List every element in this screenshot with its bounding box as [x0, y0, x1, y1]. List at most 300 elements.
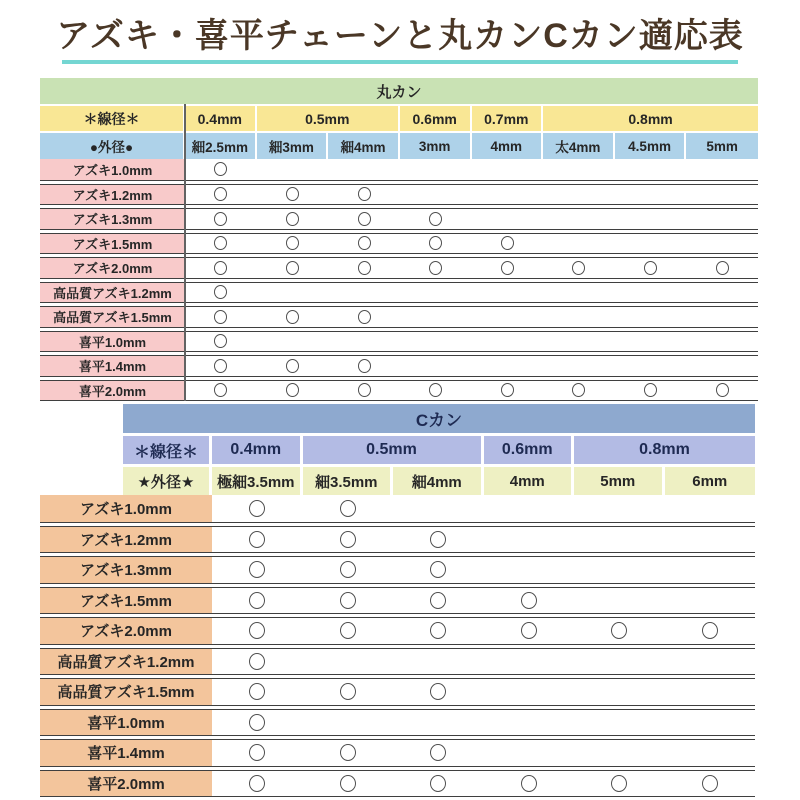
match-circle-icon: [501, 383, 514, 397]
match-circle-icon: [501, 261, 514, 275]
marukan-match-cell: [686, 356, 758, 376]
match-circle-icon: [430, 592, 446, 609]
match-circle-icon: [521, 775, 537, 792]
ckan-match-cell: [393, 588, 484, 614]
marukan-match-cell: [686, 307, 758, 327]
marukan-match-cell: [400, 258, 472, 278]
ckan-wire-size-cell: 0.8mm: [574, 436, 755, 464]
match-circle-icon: [430, 683, 446, 700]
marukan-match-cell: [615, 258, 687, 278]
match-circle-icon: [611, 622, 627, 639]
marukan-match-cell: [472, 283, 544, 303]
marukan-match-cell: [543, 381, 615, 401]
marukan-match-cell: [615, 381, 687, 401]
ckan-table-row: [40, 709, 755, 737]
marukan-outer-header-label: ●外径●: [40, 133, 185, 159]
match-circle-icon: [286, 383, 299, 397]
match-circle-icon: [429, 261, 442, 275]
ckan-row-cells: [212, 740, 755, 766]
ckan-outer-size-cell: 4mm: [484, 467, 575, 495]
marukan-match-cell: [615, 209, 687, 229]
marukan-row-label: 喜平1.4mm: [40, 356, 185, 376]
marukan-outer-size-cell: 4mm: [472, 133, 544, 159]
ckan-match-cell: [574, 588, 665, 614]
ckan-wire-size-cell: 0.5mm: [303, 436, 484, 464]
match-circle-icon: [358, 310, 371, 324]
ckan-row-cells: [212, 710, 755, 736]
marukan-match-cell: [257, 159, 329, 180]
ckan-match-cell: [303, 557, 394, 583]
match-circle-icon: [214, 310, 227, 324]
marukan-match-cell: [543, 209, 615, 229]
ckan-match-cell: [303, 740, 394, 766]
marukan-row-label: アズキ1.5mm: [40, 234, 185, 254]
match-circle-icon: [430, 775, 446, 792]
marukan-row-label: アズキ1.3mm: [40, 209, 185, 229]
match-circle-icon: [286, 187, 299, 201]
ckan-match-cell: [665, 710, 756, 736]
ckan-match-cell: [212, 495, 303, 522]
match-circle-icon: [572, 383, 585, 397]
marukan-outer-size-cell: 4.5mm: [615, 133, 687, 159]
match-circle-icon: [430, 561, 446, 578]
match-circle-icon: [249, 561, 265, 578]
ckan-wire-header-label: ＊線径＊: [123, 436, 212, 464]
match-circle-icon: [214, 334, 227, 348]
marukan-outer-size-cell: 太4mm: [543, 133, 615, 159]
ckan-match-cell: [574, 679, 665, 705]
match-circle-icon: [340, 592, 356, 609]
marukan-match-cell: [400, 283, 472, 303]
marukan-match-cell: [686, 332, 758, 352]
match-circle-icon: [286, 359, 299, 373]
marukan-wire-header-label: ＊線径＊: [40, 106, 185, 131]
marukan-row-cells: [185, 307, 758, 327]
marukan-row-label: 高品質アズキ1.5mm: [40, 307, 185, 327]
marukan-table-row: [40, 282, 758, 304]
marukan-match-cell: [686, 283, 758, 303]
match-circle-icon: [249, 714, 265, 731]
marukan-label-divider-line: [184, 104, 186, 401]
ckan-match-cell: [393, 557, 484, 583]
match-circle-icon: [340, 744, 356, 761]
ckan-match-cell: [574, 649, 665, 675]
match-circle-icon: [429, 236, 442, 250]
ckan-match-cell: [484, 527, 575, 553]
ckan-match-cell: [212, 588, 303, 614]
ckan-outer-size-cell: 6mm: [665, 467, 756, 495]
ckan-match-cell: [393, 710, 484, 736]
marukan-match-cell: [686, 159, 758, 180]
marukan-match-cell: [257, 307, 329, 327]
match-circle-icon: [214, 383, 227, 397]
marukan-outer-size-cell: 細4mm: [328, 133, 400, 159]
marukan-match-cell: [615, 307, 687, 327]
ckan-row-label: 喜平2.0mm: [40, 771, 212, 797]
marukan-match-cell: [328, 234, 400, 254]
marukan-match-cell: [185, 159, 257, 180]
marukan-match-cell: [185, 356, 257, 376]
match-circle-icon: [340, 531, 356, 548]
match-circle-icon: [358, 187, 371, 201]
marukan-row-label: アズキ2.0mm: [40, 258, 185, 278]
match-circle-icon: [286, 236, 299, 250]
ckan-match-cell: [574, 527, 665, 553]
marukan-match-cell: [257, 381, 329, 401]
ckan-match-cell: [393, 527, 484, 553]
ckan-row-cells: [212, 495, 755, 522]
marukan-table-row: [40, 233, 758, 255]
marukan-row-label: 喜平2.0mm: [40, 381, 185, 401]
ckan-match-cell: [303, 618, 394, 644]
match-circle-icon: [358, 359, 371, 373]
match-circle-icon: [501, 236, 514, 250]
marukan-row-cells: [185, 258, 758, 278]
ckan-row-cells: [212, 557, 755, 583]
marukan-wire-size-cell: 0.4mm: [185, 106, 257, 131]
marukan-rows: [40, 159, 758, 401]
ckan-match-cell: [212, 557, 303, 583]
match-circle-icon: [214, 359, 227, 373]
marukan-match-cell: [543, 332, 615, 352]
marukan-match-cell: [257, 258, 329, 278]
marukan-match-cell: [615, 185, 687, 205]
marukan-row-cells: [185, 381, 758, 401]
marukan-match-cell: [686, 234, 758, 254]
match-circle-icon: [358, 383, 371, 397]
match-circle-icon: [214, 162, 227, 176]
ckan-match-cell: [574, 740, 665, 766]
marukan-match-cell: [543, 283, 615, 303]
marukan-match-cell: [543, 234, 615, 254]
marukan-match-cell: [185, 258, 257, 278]
ckan-match-cell: [393, 740, 484, 766]
marukan-match-cell: [400, 234, 472, 254]
marukan-match-cell: [257, 283, 329, 303]
marukan-match-cell: [185, 234, 257, 254]
ckan-match-cell: [484, 771, 575, 797]
ckan-row-label: 高品質アズキ1.2mm: [40, 649, 212, 675]
marukan-match-cell: [543, 159, 615, 180]
marukan-wire-size-cell: 0.8mm: [543, 106, 758, 131]
marukan-match-cell: [400, 332, 472, 352]
marukan-match-cell: [472, 356, 544, 376]
marukan-match-cell: [472, 185, 544, 205]
marukan-match-cell: [328, 283, 400, 303]
match-circle-icon: [430, 744, 446, 761]
ckan-outer-row: [123, 467, 755, 495]
marukan-match-cell: [328, 356, 400, 376]
ckan-match-cell: [574, 557, 665, 583]
marukan-match-cell: [185, 283, 257, 303]
ckan-match-cell: [665, 740, 756, 766]
ckan-match-cell: [303, 588, 394, 614]
match-circle-icon: [214, 212, 227, 226]
match-circle-icon: [249, 531, 265, 548]
marukan-match-cell: [472, 159, 544, 180]
ckan-match-cell: [212, 710, 303, 736]
match-circle-icon: [340, 683, 356, 700]
marukan-match-cell: [185, 209, 257, 229]
match-circle-icon: [358, 261, 371, 275]
match-circle-icon: [430, 531, 446, 548]
match-circle-icon: [429, 212, 442, 226]
marukan-match-cell: [328, 307, 400, 327]
ckan-match-cell: [665, 588, 756, 614]
match-circle-icon: [214, 187, 227, 201]
match-circle-icon: [286, 310, 299, 324]
ckan-table-row: [40, 587, 755, 615]
ckan-table-row: [40, 770, 755, 798]
ckan-match-cell: [665, 618, 756, 644]
match-circle-icon: [358, 212, 371, 226]
marukan-match-cell: [686, 185, 758, 205]
match-circle-icon: [611, 775, 627, 792]
marukan-match-cell: [185, 307, 257, 327]
ckan-row-cells: [212, 771, 755, 797]
match-circle-icon: [521, 622, 537, 639]
match-circle-icon: [249, 744, 265, 761]
marukan-match-cell: [615, 356, 687, 376]
ckan-match-cell: [393, 771, 484, 797]
marukan-match-cell: [472, 234, 544, 254]
marukan-table-row: [40, 208, 758, 230]
marukan-match-cell: [400, 381, 472, 401]
match-circle-icon: [340, 500, 356, 517]
marukan-match-cell: [615, 332, 687, 352]
marukan-match-cell: [328, 159, 400, 180]
ckan-match-cell: [665, 527, 756, 553]
marukan-match-cell: [472, 381, 544, 401]
ckan-table-row: [40, 617, 755, 645]
match-circle-icon: [249, 775, 265, 792]
ckan-match-cell: [303, 710, 394, 736]
ckan-row-cells: [212, 618, 755, 644]
marukan-outer-size-cell: 細3mm: [257, 133, 329, 159]
ckan-match-cell: [212, 771, 303, 797]
ckan-match-cell: [303, 495, 394, 522]
ckan-match-cell: [393, 679, 484, 705]
ckan-match-cell: [665, 649, 756, 675]
marukan-row-cells: [185, 185, 758, 205]
marukan-match-cell: [328, 209, 400, 229]
ckan-match-cell: [484, 649, 575, 675]
marukan-match-cell: [185, 381, 257, 401]
match-circle-icon: [430, 622, 446, 639]
ckan-match-cell: [484, 740, 575, 766]
marukan-match-cell: [328, 332, 400, 352]
marukan-match-cell: [472, 258, 544, 278]
match-circle-icon: [249, 683, 265, 700]
marukan-match-cell: [472, 307, 544, 327]
ckan-title-bar: Cカン: [123, 404, 755, 433]
ckan-match-cell: [484, 710, 575, 736]
ckan-wire-size-cell: 0.6mm: [484, 436, 575, 464]
marukan-table-row: [40, 306, 758, 328]
marukan-match-cell: [615, 283, 687, 303]
match-circle-icon: [249, 653, 265, 670]
match-circle-icon: [702, 775, 718, 792]
marukan-match-cell: [400, 307, 472, 327]
match-circle-icon: [340, 622, 356, 639]
match-circle-icon: [214, 261, 227, 275]
marukan-match-cell: [686, 258, 758, 278]
ckan-table-row: [40, 739, 755, 767]
ckan-match-cell: [212, 649, 303, 675]
marukan-table-row: [40, 355, 758, 377]
marukan-outer-size-cell: 5mm: [686, 133, 758, 159]
marukan-title-bar: 丸カン: [40, 78, 758, 104]
ckan-match-cell: [212, 527, 303, 553]
match-circle-icon: [358, 236, 371, 250]
ckan-match-cell: [212, 740, 303, 766]
match-circle-icon: [644, 383, 657, 397]
ckan-outer-size-cell: 5mm: [574, 467, 665, 495]
marukan-match-cell: [257, 356, 329, 376]
marukan-row-label: アズキ1.2mm: [40, 185, 185, 205]
ckan-match-cell: [574, 710, 665, 736]
ckan-match-cell: [484, 679, 575, 705]
marukan-outer-row: [40, 133, 758, 159]
match-circle-icon: [340, 775, 356, 792]
ckan-match-cell: [484, 618, 575, 644]
ckan-table-row: [40, 556, 755, 584]
table-marukan: [40, 78, 758, 404]
marukan-table-row: [40, 331, 758, 353]
ckan-row-label: アズキ1.2mm: [40, 527, 212, 553]
ckan-match-cell: [393, 649, 484, 675]
ckan-match-cell: [665, 557, 756, 583]
ckan-match-cell: [574, 618, 665, 644]
marukan-wire-row: [40, 106, 758, 131]
ckan-match-cell: [484, 495, 575, 522]
ckan-match-cell: [665, 679, 756, 705]
ckan-row-cells: [212, 527, 755, 553]
marukan-row-cells: [185, 209, 758, 229]
marukan-match-cell: [400, 356, 472, 376]
match-circle-icon: [702, 622, 718, 639]
marukan-match-cell: [185, 185, 257, 205]
ckan-wire-row: [123, 436, 755, 464]
ckan-match-cell: [212, 679, 303, 705]
marukan-match-cell: [543, 258, 615, 278]
ckan-outer-size-cell: 極細3.5mm: [212, 467, 303, 495]
ckan-match-cell: [665, 771, 756, 797]
ckan-row-cells: [212, 588, 755, 614]
match-circle-icon: [340, 561, 356, 578]
marukan-match-cell: [543, 307, 615, 327]
table-ckan-header: [123, 404, 755, 495]
ckan-outer-size-cell: 細4mm: [393, 467, 484, 495]
ckan-row-label: 喜平1.4mm: [40, 740, 212, 766]
match-circle-icon: [286, 261, 299, 275]
ckan-match-cell: [665, 495, 756, 522]
ckan-match-cell: [574, 495, 665, 522]
ckan-match-cell: [484, 588, 575, 614]
marukan-match-cell: [257, 332, 329, 352]
ckan-match-cell: [393, 495, 484, 522]
marukan-match-cell: [400, 185, 472, 205]
marukan-wire-size-cell: 0.7mm: [472, 106, 544, 131]
ckan-outer-header-label: ★外径★: [123, 467, 212, 495]
match-circle-icon: [572, 261, 585, 275]
ckan-match-cell: [212, 618, 303, 644]
marukan-table-row: [40, 159, 758, 181]
marukan-match-cell: [257, 185, 329, 205]
match-circle-icon: [249, 592, 265, 609]
ckan-match-cell: [303, 649, 394, 675]
ckan-row-cells: [212, 649, 755, 675]
ckan-match-cell: [303, 527, 394, 553]
page-title: アズキ・喜平チェーンと丸カンCカン適応表: [56, 17, 744, 55]
marukan-row-cells: [185, 283, 758, 303]
ckan-row-label: 高品質アズキ1.5mm: [40, 679, 212, 705]
ckan-match-cell: [574, 771, 665, 797]
marukan-match-cell: [328, 381, 400, 401]
marukan-outer-size-cell: 細2.5mm: [185, 133, 257, 159]
marukan-row-label: 喜平1.0mm: [40, 332, 185, 352]
ckan-table-row: [40, 678, 755, 706]
ckan-outer-size-cell: 細3.5mm: [303, 467, 394, 495]
match-circle-icon: [521, 592, 537, 609]
marukan-table-row: [40, 257, 758, 279]
marukan-row-label: アズキ1.0mm: [40, 159, 185, 180]
marukan-row-cells: [185, 234, 758, 254]
ckan-table-row: [40, 526, 755, 554]
match-circle-icon: [286, 212, 299, 226]
marukan-match-cell: [615, 159, 687, 180]
ckan-row-label: 喜平1.0mm: [40, 710, 212, 736]
title-block: [0, 16, 800, 64]
marukan-match-cell: [328, 258, 400, 278]
marukan-row-cells: [185, 159, 758, 180]
marukan-match-cell: [543, 185, 615, 205]
marukan-match-cell: [400, 209, 472, 229]
ckan-row-label: アズキ1.5mm: [40, 588, 212, 614]
marukan-match-cell: [400, 159, 472, 180]
marukan-wire-size-cell: 0.6mm: [400, 106, 472, 131]
ckan-wire-size-cell: 0.4mm: [212, 436, 303, 464]
match-circle-icon: [249, 622, 265, 639]
marukan-match-cell: [185, 332, 257, 352]
marukan-match-cell: [257, 209, 329, 229]
match-circle-icon: [429, 383, 442, 397]
match-circle-icon: [249, 500, 265, 517]
ckan-table-row: [40, 648, 755, 676]
ckan-row-label: アズキ1.3mm: [40, 557, 212, 583]
ckan-row-label: アズキ1.0mm: [40, 495, 212, 522]
title-underline: [62, 60, 738, 64]
marukan-match-cell: [328, 185, 400, 205]
ckan-match-cell: [393, 618, 484, 644]
marukan-match-cell: [472, 332, 544, 352]
marukan-match-cell: [686, 209, 758, 229]
ckan-match-cell: [484, 557, 575, 583]
ckan-match-cell: [303, 771, 394, 797]
marukan-wire-size-cell: 0.5mm: [257, 106, 400, 131]
ckan-row-cells: [212, 679, 755, 705]
marukan-table-row: [40, 184, 758, 206]
match-circle-icon: [214, 236, 227, 250]
marukan-row-label: 高品質アズキ1.2mm: [40, 283, 185, 303]
marukan-match-cell: [472, 209, 544, 229]
marukan-outer-size-cell: 3mm: [400, 133, 472, 159]
marukan-table-row: [40, 380, 758, 402]
match-circle-icon: [214, 285, 227, 299]
table-ckan-body: [40, 495, 755, 800]
marukan-row-cells: [185, 332, 758, 352]
marukan-match-cell: [686, 381, 758, 401]
